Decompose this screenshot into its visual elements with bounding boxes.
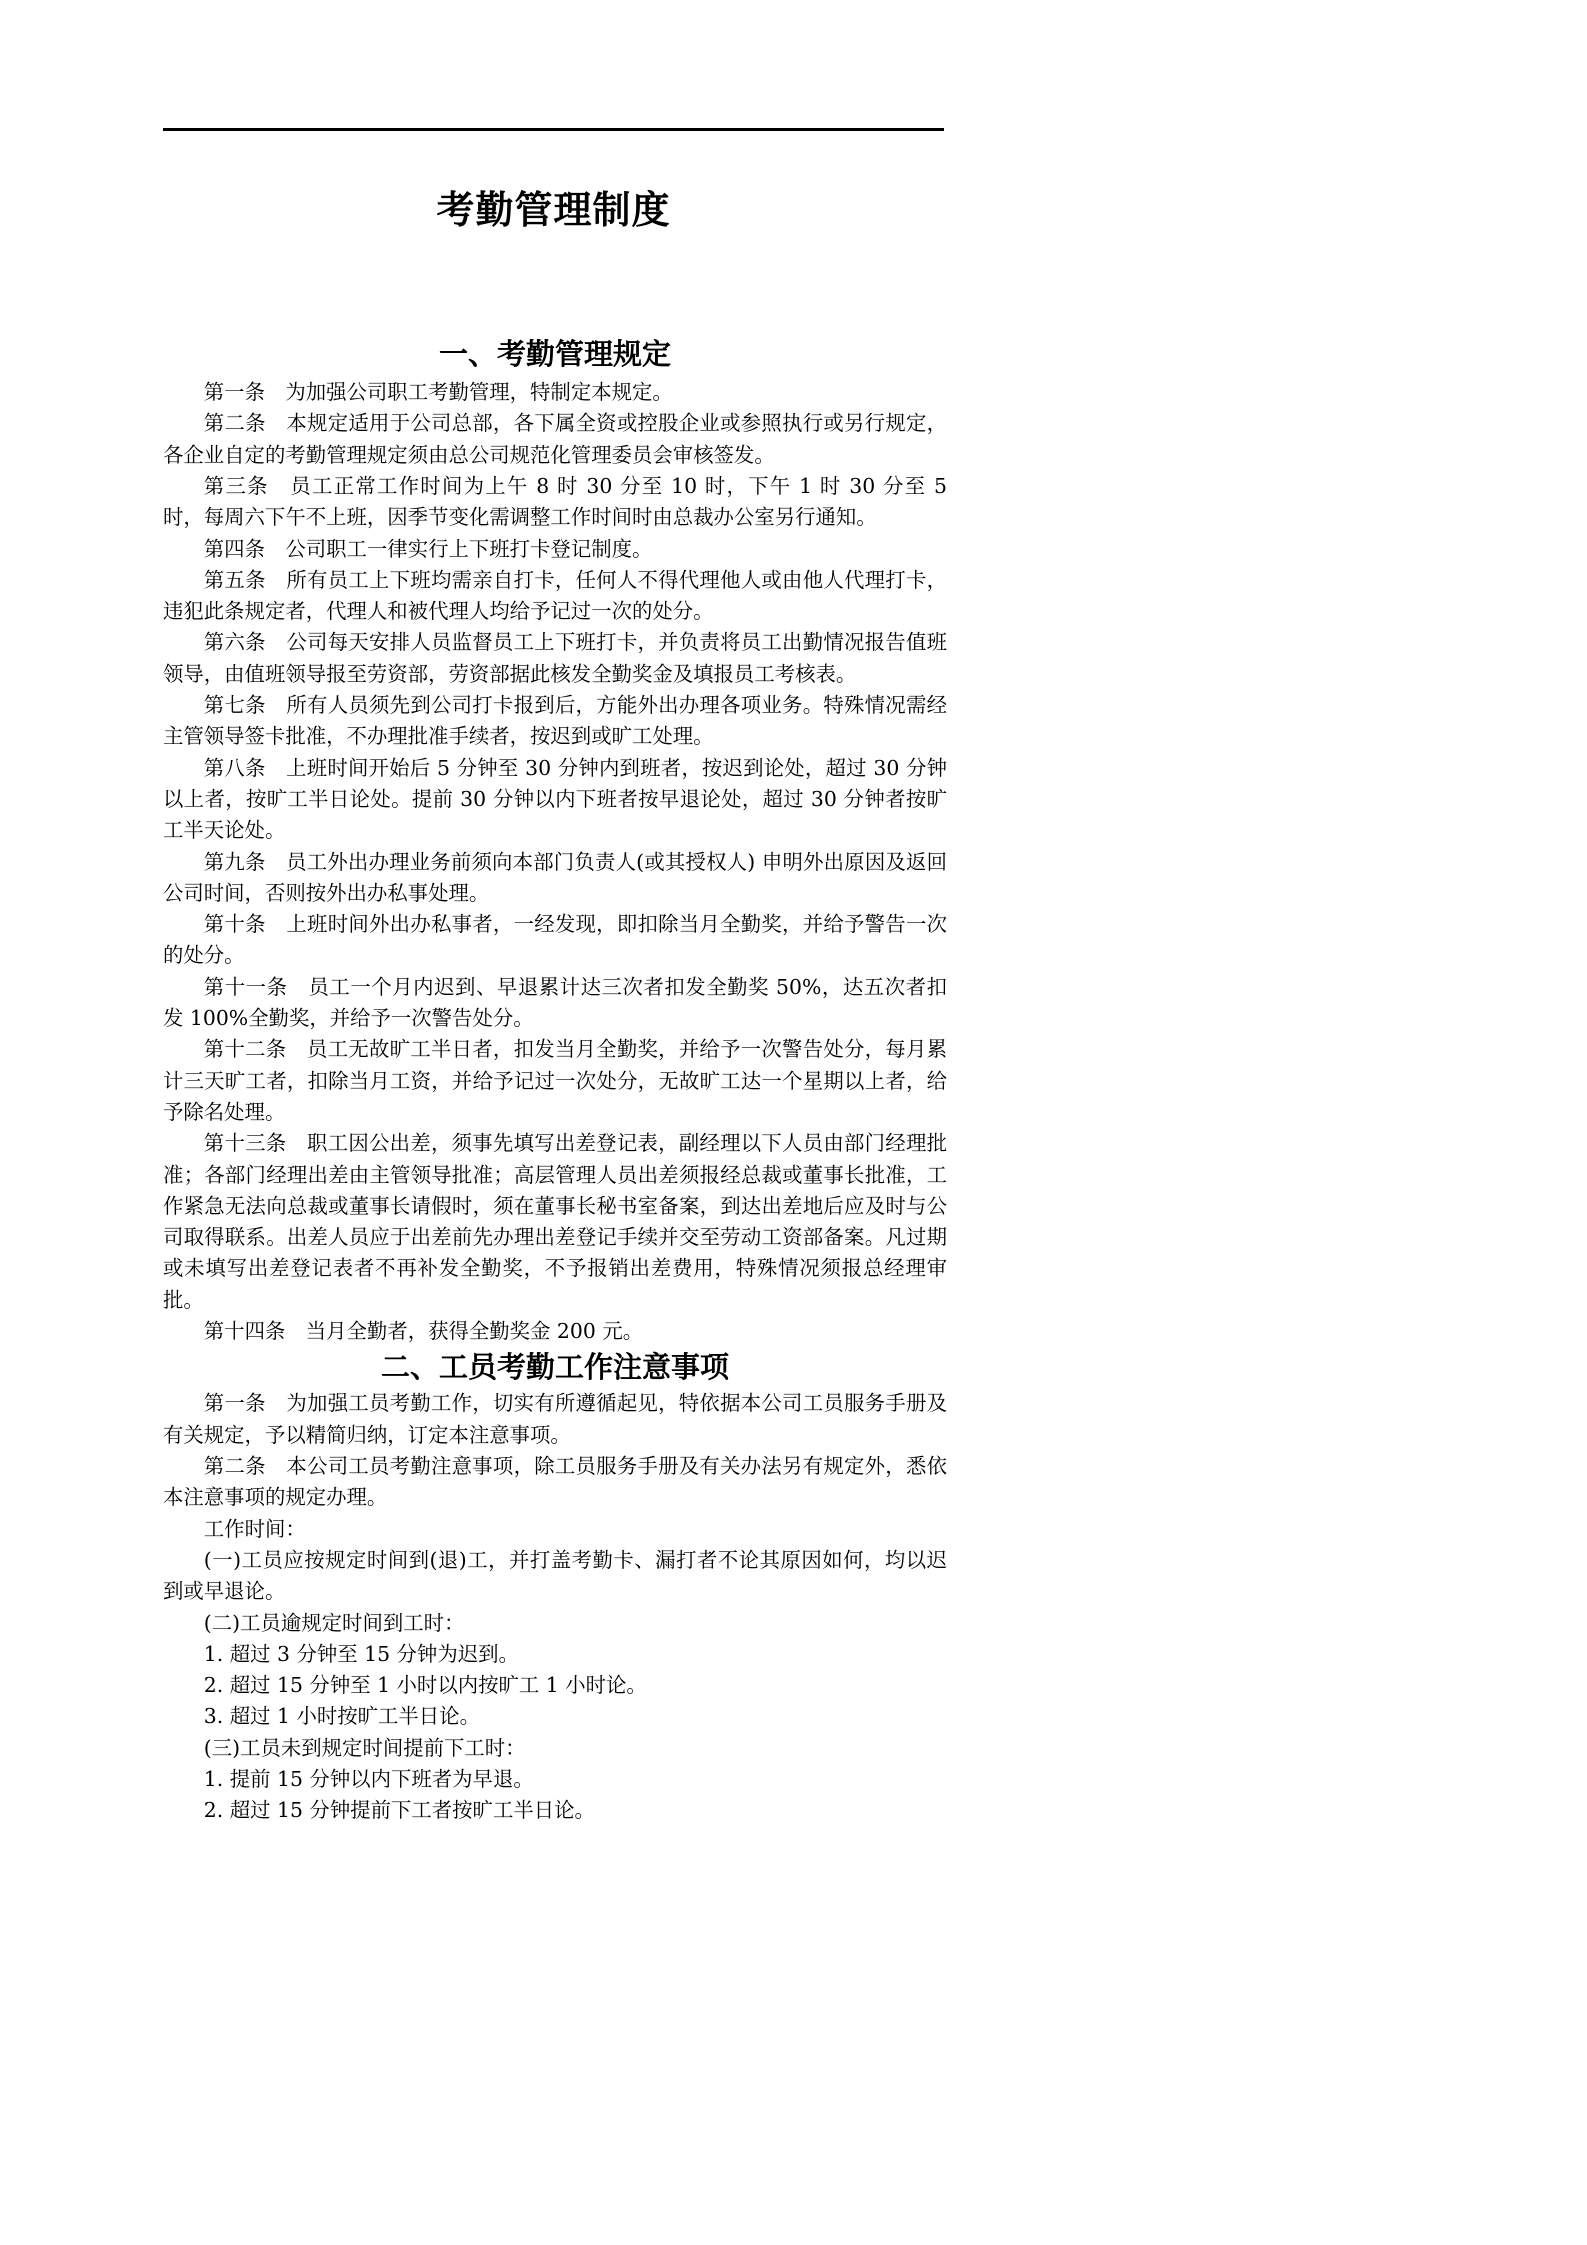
article-paragraph: 第七条 所有人员须先到公司打卡报到后，方能外出办理各项业务。特殊情况需经主管领导签卡批准，不办理批准手续者，按迟到或旷工处理。 [163,693,947,749]
header-divider-rule [163,128,944,131]
article-paragraph: 第十二条 员工无故旷工半日者，扣发当月全勤奖，并给予一次警告处分，每月累计三天旷工者，扣除当月工资，并给予记过一次处分，无故旷工达一个星期以上者，给予除名处理。 [163,1037,947,1124]
section-heading-1: 一、考勤管理规定 [438,337,671,371]
article-paragraph: (三)工员未到规定时间提前下工时： [203,1735,526,1760]
article-paragraph: 第二条 本公司工员考勤注意事项，除工员服务手册及有关办法另有规定外，悉依本注意事项的规定办理。 [163,1454,947,1510]
article-paragraph: (一)工员应按规定时间到(退)工，并打盖考勤卡、漏打者不论其原因如何，均以迟到或早退论。 [163,1547,947,1604]
article-paragraph: 第六条 公司每天安排人员监督员工上下班打卡，并负责将员工出勤情况报告值班领导，由值班领导报至劳资部，劳资部据此核发全勤奖金及填报员工考核表。 [163,630,947,686]
article-paragraph: 第九条 员工外出办理业务前须向本部门负责人(或其授权人) 申明外出原因及返回公司时间，否则按外出办私事处理。 [163,849,947,905]
article-paragraph: 第十四条 当月全勤者，获得全勤奖金 200 元。 [203,1319,644,1344]
article-paragraph: 第八条 上班时间开始后 5 分钟至 30 分钟内到班者，按迟到论处，超过 30 分钟以上者，按旷工半日论处。提前 30 分钟以内下班者按早退论处，超过 30 分钟者按旷工半天论处。 [163,755,947,843]
article-paragraph: 第十三条 职工因公出差，须事先填写出差登记表，副经理以下人员由部门经理批准；各部门经理出差由主管领导批准；高层管理人员出差须报经总裁或董事长批准，工作紧急无法向总裁或董事长请假时，须在董事长秘书室备案，到达出差地后应及时与公司取得联系。出差人员应于出差前先办理出差登记手续并交至劳动工资部备案。凡过期或未填写出差登记表者不再补发全勤奖，不予报销出差费用，特殊情况须报总经理审批。 [163,1131,947,1312]
list-item: 2. 超过 15 分钟至 1 小时以内按旷工 1 小时论。 [203,1673,647,1698]
list-item: 2. 超过 15 分钟提前下工者按旷工半日论。 [203,1798,595,1823]
document-body [163,330,947,1827]
article-paragraph: 工作时间： [203,1516,306,1541]
article-paragraph: 第一条 为加强工员考勤工作，切实有所遵循起见，特依据本公司工员服务手册及有关规定，予以精简归纳，订定本注意事项。 [163,1391,947,1447]
list-item: 1. 超过 3 分钟至 15 分钟为迟到。 [203,1641,519,1666]
list-item: 3. 超过 1 小时按旷工半日论。 [203,1704,480,1729]
article-paragraph: 第十一条 员工一个月内迟到、早退累计达三次者扣发全勤奖 50%，达五次者扣发 100%全勤奖，并给予一次警告处分。 [163,974,947,1031]
page-title: 考勤管理制度 [436,188,671,232]
article-paragraph: 第十条 上班时间外出办私事者，一经发现，即扣除当月全勤奖，并给予警告一次的处分。 [163,912,947,968]
article-paragraph: 第四条 公司职工一律实行上下班打卡登记制度。 [203,536,653,561]
section-heading-2: 二、工员考勤工作注意事项 [380,1350,729,1385]
list-item: 1. 提前 15 分钟以内下班者为早退。 [203,1766,534,1791]
article-paragraph: 第三条 员工正常工作时间为上午 8 时 30 分至 10 时，下午 1 时 30 分至 5 时，每周六下午不上班，因季节变化需调整工作时间时由总裁办公室另行通知。 [163,474,947,530]
article-paragraph: 第五条 所有员工上下班均需亲自打卡，任何人不得代理他人或由他人代理打卡，违犯此条规定者，代理人和被代理人均给予记过一次的处分。 [163,567,947,624]
article-paragraph: (二)工员逾规定时间到工时： [203,1610,465,1635]
article-paragraph: 第一条 为加强公司职工考勤管理，特制定本规定。 [203,380,673,405]
article-paragraph: 第二条 本规定适用于公司总部，各下属全资或控股企业或参照执行或另行规定，各企业自定的考勤管理规定须由总公司规范化管理委员会审核签发。 [163,411,947,467]
